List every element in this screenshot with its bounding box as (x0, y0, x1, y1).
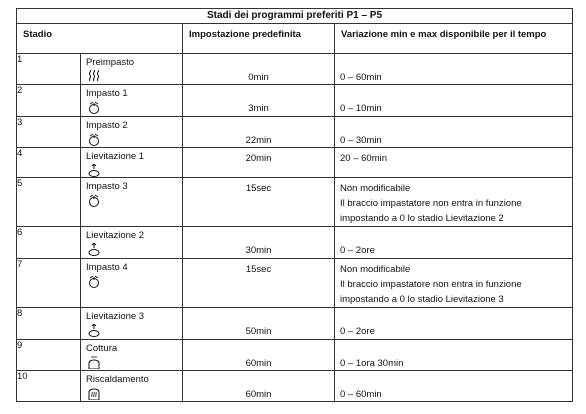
stage-cell (81, 85, 183, 117)
header-default (183, 24, 335, 54)
default-cell (183, 85, 335, 117)
stage-name: Impasto 3 (86, 181, 128, 192)
rise-icon (87, 324, 101, 337)
table-title: Stadi dei programmi preferiti P1 – P5 (17, 9, 573, 24)
default-cell (183, 148, 335, 178)
stage-name: Riscaldamento (86, 374, 149, 385)
default-cell (183, 227, 335, 259)
stage-number: 6 (17, 227, 81, 259)
header-range (335, 24, 573, 54)
stage-cell (81, 117, 183, 148)
table-row (17, 85, 573, 117)
table-row (17, 117, 573, 148)
stage-name: Lievitazione 2 (86, 230, 145, 241)
table-row (17, 259, 573, 308)
header-default-label: Impostazione predefinita (189, 29, 301, 40)
stage-cell (81, 371, 183, 402)
range-cell (335, 178, 573, 227)
knead-icon (87, 101, 101, 114)
knead-icon (87, 275, 101, 288)
stage-name: Cottura (86, 343, 118, 354)
default-cell (183, 371, 335, 402)
range-cell (335, 148, 573, 178)
stage-number: 3 (17, 117, 81, 148)
stage-cell (81, 54, 183, 85)
stage-number: 7 (17, 259, 81, 308)
default-cell (183, 54, 335, 85)
bake-icon (87, 356, 101, 369)
stage-number: 1 (17, 54, 81, 85)
header-stage-label: Stadio (23, 29, 53, 40)
range-note-line: Non modificabile (340, 264, 411, 275)
stage-cell (81, 308, 183, 340)
default-cell (183, 117, 335, 148)
table-row (17, 340, 573, 371)
stage-number: 8 (17, 308, 81, 340)
range-cell (335, 54, 573, 85)
header-range-label: Variazione min e max disponibile per il tempo (341, 29, 547, 40)
stage-cell (81, 148, 183, 178)
default-cell (183, 259, 335, 308)
header-stage (17, 24, 183, 54)
default-value: 60min (245, 389, 272, 400)
default-value: 15sec (245, 264, 272, 275)
stage-number: 5 (17, 178, 81, 227)
range-value: 0 – 1ora 30min (340, 358, 404, 369)
rise-icon (87, 243, 101, 256)
range-note-line: Il braccio impastatore non entra in funzione (340, 279, 522, 290)
range-value: 0 – 10min (340, 103, 382, 114)
range-cell (335, 308, 573, 340)
knead-icon (87, 133, 101, 146)
table-row (17, 54, 573, 85)
range-note-line: Non modificabile (340, 183, 411, 194)
range-note-line: impostando a 0 lo stadio Lievitazione 2 (340, 213, 504, 224)
default-value: 15sec (245, 183, 272, 194)
range-value: 0 – 2ore (340, 245, 375, 256)
range-cell (335, 371, 573, 402)
stage-number: 10 (17, 371, 81, 402)
stage-cell (81, 340, 183, 371)
default-cell (183, 178, 335, 227)
table-row (17, 227, 573, 259)
default-cell (183, 308, 335, 340)
default-value: 30min (245, 245, 272, 256)
table-row (17, 148, 573, 178)
stage-number: 9 (17, 340, 81, 371)
range-note-line: impostando a 0 lo stadio Lievitazione 3 (340, 294, 504, 305)
range-cell (335, 85, 573, 117)
stage-cell (81, 259, 183, 308)
stage-name: Preimpasto (86, 57, 135, 68)
stage-name: Impasto 4 (86, 262, 128, 273)
default-value: 20min (245, 153, 272, 164)
stage-name: Lievitazione 1 (86, 151, 145, 162)
default-value: 50min (245, 326, 272, 337)
stage-cell (81, 227, 183, 259)
range-value: 0 – 2ore (340, 326, 375, 337)
range-value: 0 – 60min (340, 72, 382, 83)
default-value: 0min (248, 72, 269, 83)
table-row (17, 308, 573, 340)
range-cell (335, 227, 573, 259)
stage-name: Lievitazione 3 (86, 311, 145, 322)
stage-number: 2 (17, 85, 81, 117)
range-value: 20 – 60min (340, 153, 388, 164)
default-value: 60min (245, 358, 272, 369)
range-cell (335, 340, 573, 371)
default-value: 22min (245, 135, 272, 146)
table-row (17, 178, 573, 227)
table-row (17, 371, 573, 402)
stage-name: Impasto 1 (86, 88, 128, 99)
stage-number: 4 (17, 148, 81, 178)
range-value: 0 – 60min (340, 389, 382, 400)
program-stages-table (16, 8, 573, 402)
preheat-icon (87, 70, 101, 83)
range-note-line: Il braccio impastatore non entra in funzione (340, 198, 522, 209)
stage-name: Impasto 2 (86, 120, 128, 131)
stage-cell (81, 178, 183, 227)
default-cell (183, 340, 335, 371)
rise-icon (87, 164, 101, 177)
range-cell (335, 259, 573, 308)
knead-icon (87, 194, 101, 207)
range-cell (335, 117, 573, 148)
range-value: 0 – 30min (340, 135, 382, 146)
default-value: 3min (248, 103, 269, 114)
keep-warm-icon (87, 387, 101, 400)
